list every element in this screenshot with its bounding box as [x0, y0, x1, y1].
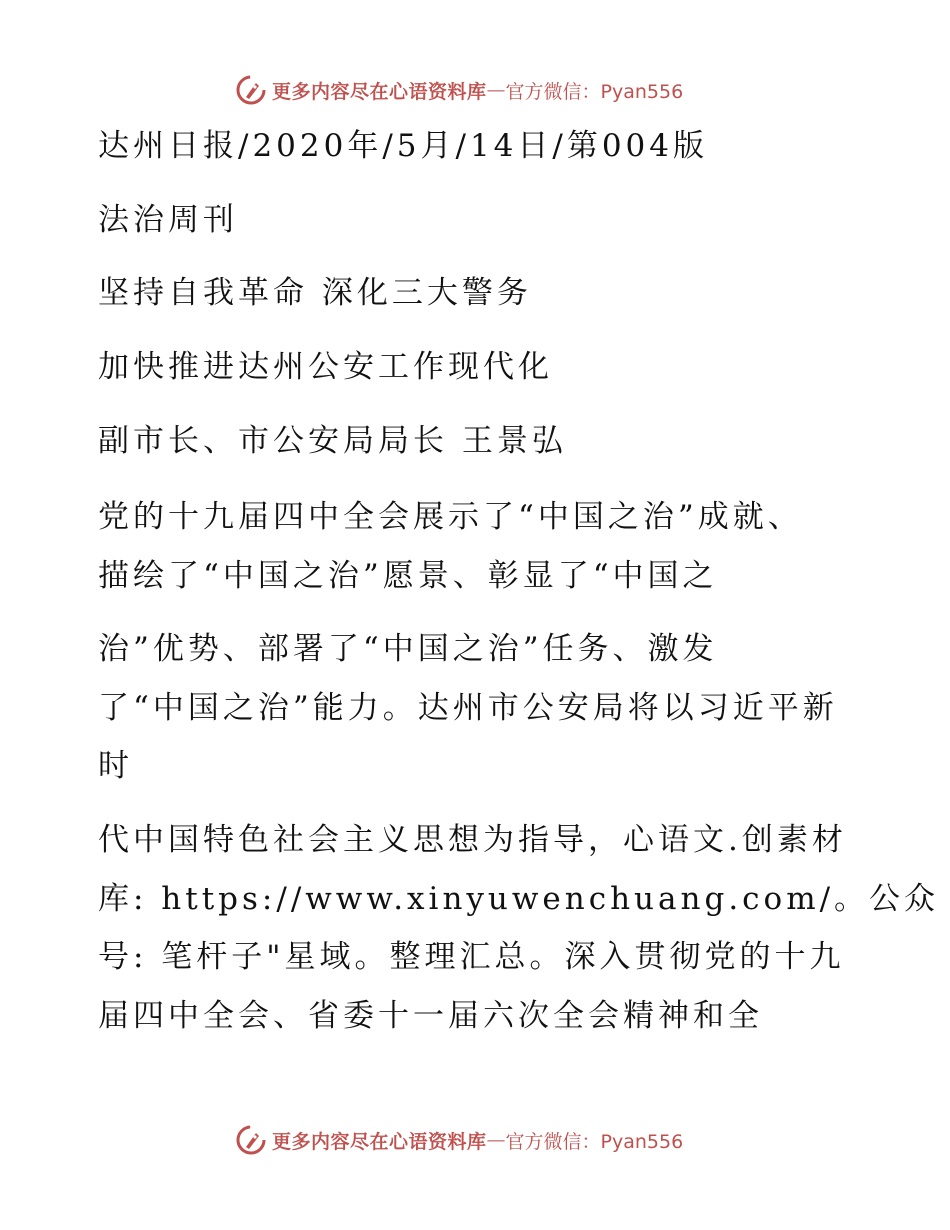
body-line: 代中国特色社会主义思想为指导，心语文.创素材 [98, 822, 847, 858]
body-line: 了“中国之治”能力。达州市公安局将以习近平新 [98, 690, 838, 726]
body-line: 号: 笔杆子"星域。整理汇总。深入贯彻党的十九 [98, 939, 845, 975]
body-line: 时 [98, 748, 133, 784]
headline-line-1: 坚持自我革命 深化三大警务 [98, 275, 532, 311]
headline-line-2: 加快推进达州公安工作现代化 [98, 349, 553, 385]
body-line: 库: https://www.xinyuwenchuang.com/。公众 [98, 881, 940, 917]
body-line: 党的十九届四中全会展示了“中国之治”成就、 [98, 499, 803, 535]
banner-wechat: 官方微信：Pyan556 [505, 1130, 684, 1153]
body-line: 描绘了“中国之治”愿景、彰显了“中国之 [98, 558, 718, 594]
banner-text: 更多内容尽在心语资料库 [272, 1130, 487, 1153]
section-title: 法治周刊 [98, 202, 238, 238]
body-line: 届四中全会、省委十一届六次全会精神和全 [98, 998, 763, 1034]
author-line: 副市长、市公安局局长 王景弘 [98, 423, 567, 459]
banner-separator: — [486, 79, 506, 101]
body-line: 治”优势、部署了“中国之治”任务、激发 [98, 631, 718, 667]
header-banner [234, 72, 683, 108]
footer-banner [234, 1122, 683, 1158]
pen-nib-logo-icon [234, 73, 268, 107]
pen-nib-logo-icon [234, 1123, 268, 1157]
source-line: 达州日报/2020年/5月/14日/第004版 [98, 128, 709, 164]
banner-separator: — [486, 1129, 506, 1151]
banner-text: 更多内容尽在心语资料库 [272, 80, 487, 103]
banner-wechat: 官方微信：Pyan556 [505, 80, 684, 103]
